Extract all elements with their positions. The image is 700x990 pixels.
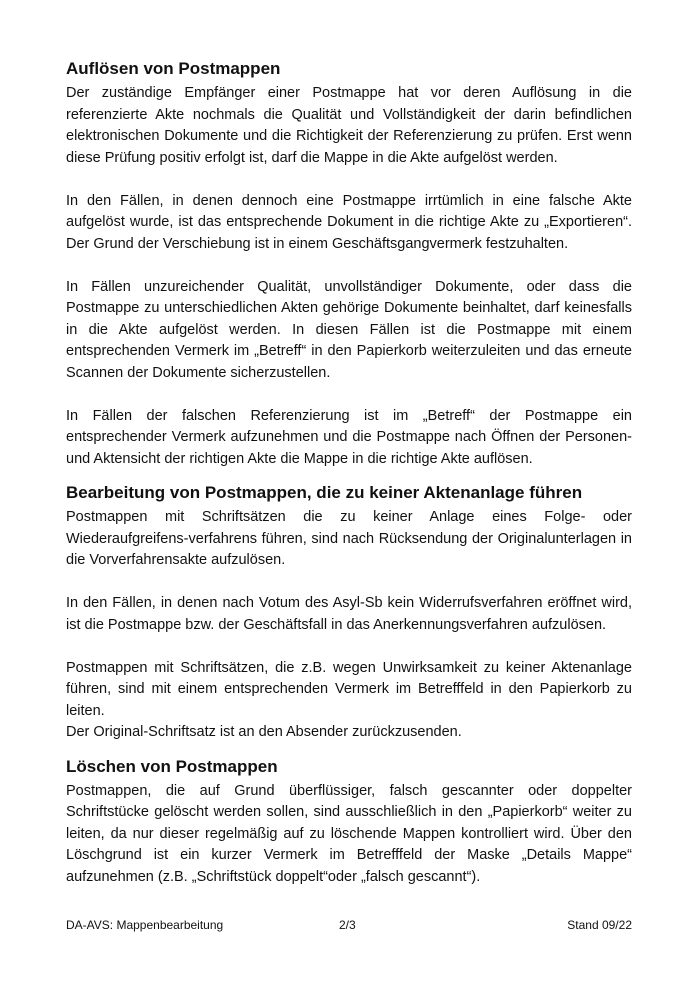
paragraph: Der zuständige Empfänger einer Postmappe hat vor deren Auflösung in die referenzierte Akte nochmals die Qualität und Vollständigkeit der darin befindlichen elektronischen Dokumente und die Richtigkeit der Referenzierung zu prüfen. Erst wenn diese Prüfung positiv erfolgt ist, darf die Mappe in die Akte aufgelöst werden.: [66, 85, 632, 166]
section-heading: Auflösen von Postmappen: [66, 59, 281, 78]
page-footer: [66, 918, 632, 934]
paragraph: In Fällen unzureichender Qualität, unvollständiger Dokumente, oder dass die Postmappe zu unterschiedlichen Akten gehörige Dokumente beinhaltet, darf keinesfalls in die Akte aufgelöst werden. In diesen Fällen ist die Postmappe mit einem entsprechenden Vermerk im „Betreff“ in den Papierkorb weiterzuleiten und das erneute Scannen der Dokumente sicherzustellen.: [66, 278, 632, 381]
section-bearbeitung: [66, 482, 632, 744]
footer-page-number: 2/3: [339, 918, 356, 932]
section-aufloesen: [66, 58, 632, 470]
paragraph: Postmappen mit Schriftsätzen, die z.B. wegen Unwirksamkeit zu keiner Aktenanlage führen, sind mit einem entsprechenden Vermerk im Betrefffeld in den Papierkorb zu leiten.: [66, 659, 632, 719]
section-heading: Bearbeitung von Postmappen, die zu keiner Aktenanlage führen: [66, 483, 583, 502]
paragraph: Postmappen mit Schriftsätzen die zu keiner Anlage eines Folge- oder Wiederaufgreifens-verfahrens führen, sind nach Rücksendung der Originalunterlagen in die Vorverfahrensakte aufzulösen.: [66, 509, 632, 568]
paragraph: Der Original-Schriftsatz ist an den Absender zurückzusenden.: [66, 724, 462, 740]
paragraph: Postmappen, die auf Grund überflüssiger, falsch gescannter oder doppelter Schriftstücke gelöscht werden sollen, sind ausschließlich in den „Papierkorb“ weiter zu leiten, da nur dieser regelmäßig auf zu löschende Mappen kontrolliert wird. Über den Löschgrund ist ein kurzer Vermerk im Betrefffeld der Maske „Details Mappe“ aufzunehmen (z.B. „Schriftstück doppelt“oder „falsch gescannt“).: [66, 782, 632, 885]
paragraph: In Fällen der falschen Referenzierung ist im „Betreff“ der Postmappe ein entsprechender Vermerk aufzunehmen und die Postmappe nach Öffnen der Personen- und Aktensicht der richtigen Akte die Mappe in die richtige Akte auflösen.: [66, 407, 632, 467]
paragraph: In den Fällen, in denen dennoch eine Postmappe irrtümlich in eine falsche Akte aufgelöst wurde, ist das entsprechende Dokument in die richtige Akte zu „Exportieren“. Der Grund der Verschiebung ist in einem Geschäftsgangvermerk festzuhalten.: [66, 192, 632, 252]
footer-document-title: DA-AVS: Mappenbearbeitung: [66, 918, 224, 932]
document-page: [66, 58, 632, 888]
paragraph: In den Fällen, in denen nach Votum des Asyl-Sb kein Widerrufsverfahren eröffnet wird, ist die Postmappe bzw. der Geschäftsfall in das Anerkennungsverfahren aufzulösen.: [66, 595, 632, 633]
footer-version: Stand 09/22: [567, 918, 632, 932]
section-heading: Löschen von Postmappen: [66, 756, 278, 776]
section-loeschen: [66, 756, 632, 889]
